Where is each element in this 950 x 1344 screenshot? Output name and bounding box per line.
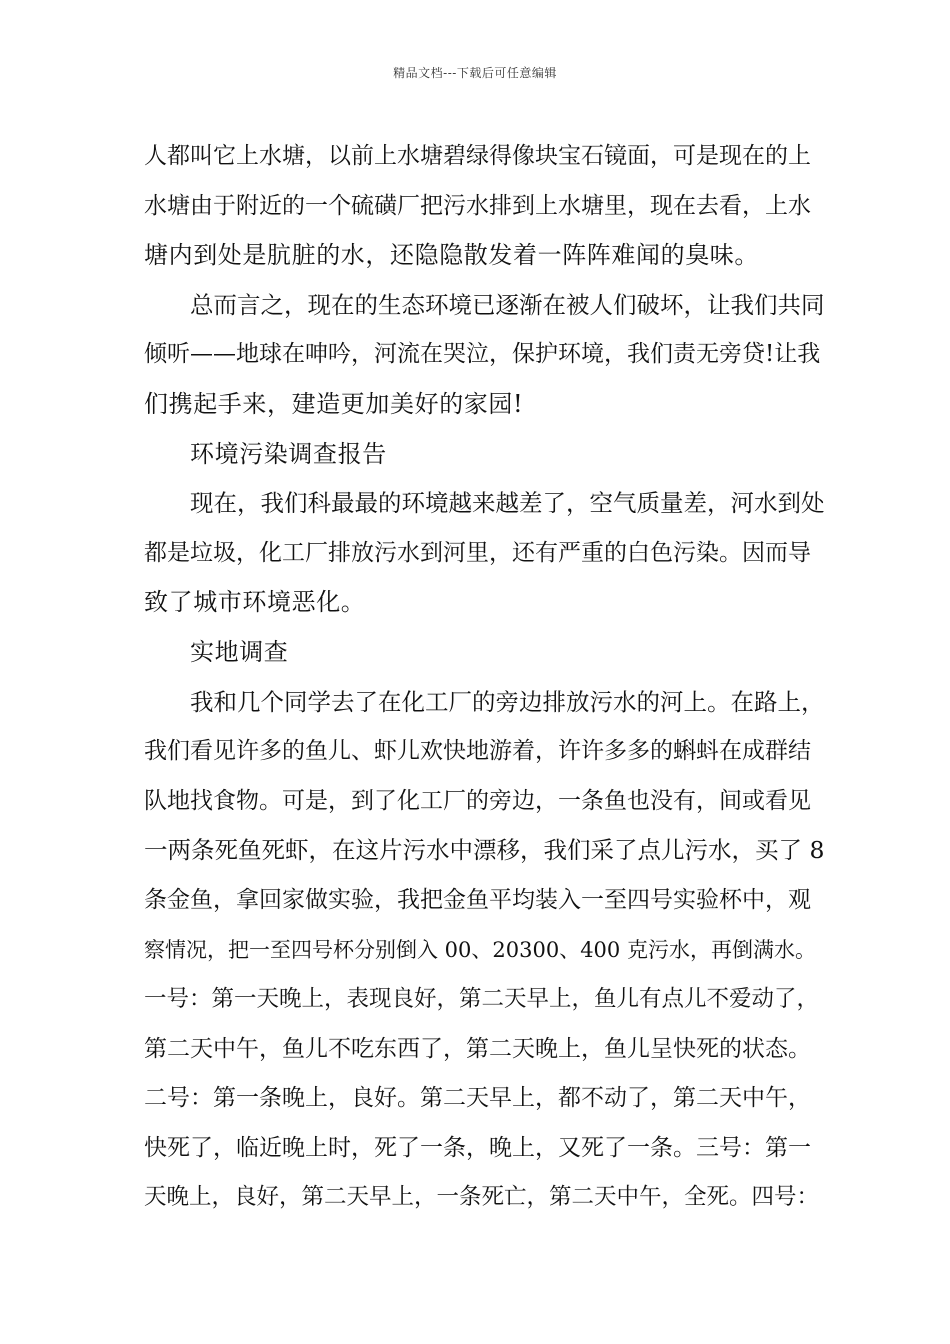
page-header: 精品文档---下载后可任意编辑 [393, 66, 557, 80]
text-line: 条金鱼，拿回家做实验，我把金鱼平均装入一至四号实验杯中，观 [144, 886, 811, 913]
text-line: 第二天中午，鱼儿不吃东西了，第二天晚上，鱼儿呈快死的状态。 [144, 1035, 811, 1062]
text-line: 塘内到处是肮脏的水，还隐隐散发着一阵阵难闻的臭味。 [144, 241, 759, 270]
text-line: 人都叫它上水塘，以前上水塘碧绿得像块宝石镜面，可是现在的上 [144, 143, 811, 169]
text-line: 二号：第一条晚上，良好。第二天早上，都不动了，第二天中午， [144, 1085, 811, 1112]
text-line: 我和几个同学去了在化工厂的旁边排放污水的河上。在路上， [190, 687, 825, 716]
text-line: 一两条死鱼死虾，在这片污水中漂移，我们采了点儿污水，买了 8 [144, 836, 825, 865]
text-line: 倾听——地球在呻吟，河流在哭泣，保护环境，我们责无旁贷!让我 [144, 341, 821, 368]
text-line: 都是垃圾，化工厂排放污水到河里，还有严重的白色污染。因而导 [144, 539, 811, 566]
document-body [144, 132, 824, 1223]
text-line: 现在，我们科最最的环境越来越差了，空气质量差，河水到处 [190, 489, 825, 518]
text-line: 一号：第一天晚上，表现良好，第二天早上，鱼儿有点儿不爱动了， [144, 986, 820, 1013]
text-line: 察情况，把一至四号杯分别倒入 00、20300、400 克污水，再倒满水。 [144, 937, 816, 962]
text-line: 天晚上，良好，第二天早上，一条死亡，第二天中午，全死。四号： [144, 1184, 820, 1211]
text-line: 总而言之，现在的生态环境已逐渐在被人们破坏，让我们共同 [190, 290, 825, 319]
text-line: 快死了，临近晚上时，死了一条，晚上，又死了一条。三号：第一 [144, 1134, 811, 1161]
section-heading: 环境污染调查报告 [190, 439, 387, 468]
text-line: 我们看见许多的鱼儿、虾儿欢快地游着，许许多多的蝌蚪在成群结 [144, 738, 811, 765]
text-line: 队地找食物。可是，到了化工厂的旁边，一条鱼也没有，间或看见 [144, 787, 811, 814]
text-line: 致了城市环境恶化。 [144, 588, 366, 617]
text-line: 们携起手来，建造更加美好的家园! [144, 389, 524, 418]
section-heading: 实地调查 [190, 637, 289, 666]
text-line: 水塘由于附近的一个硫磺厂把污水排到上水塘里，现在去看，上水 [144, 192, 811, 219]
